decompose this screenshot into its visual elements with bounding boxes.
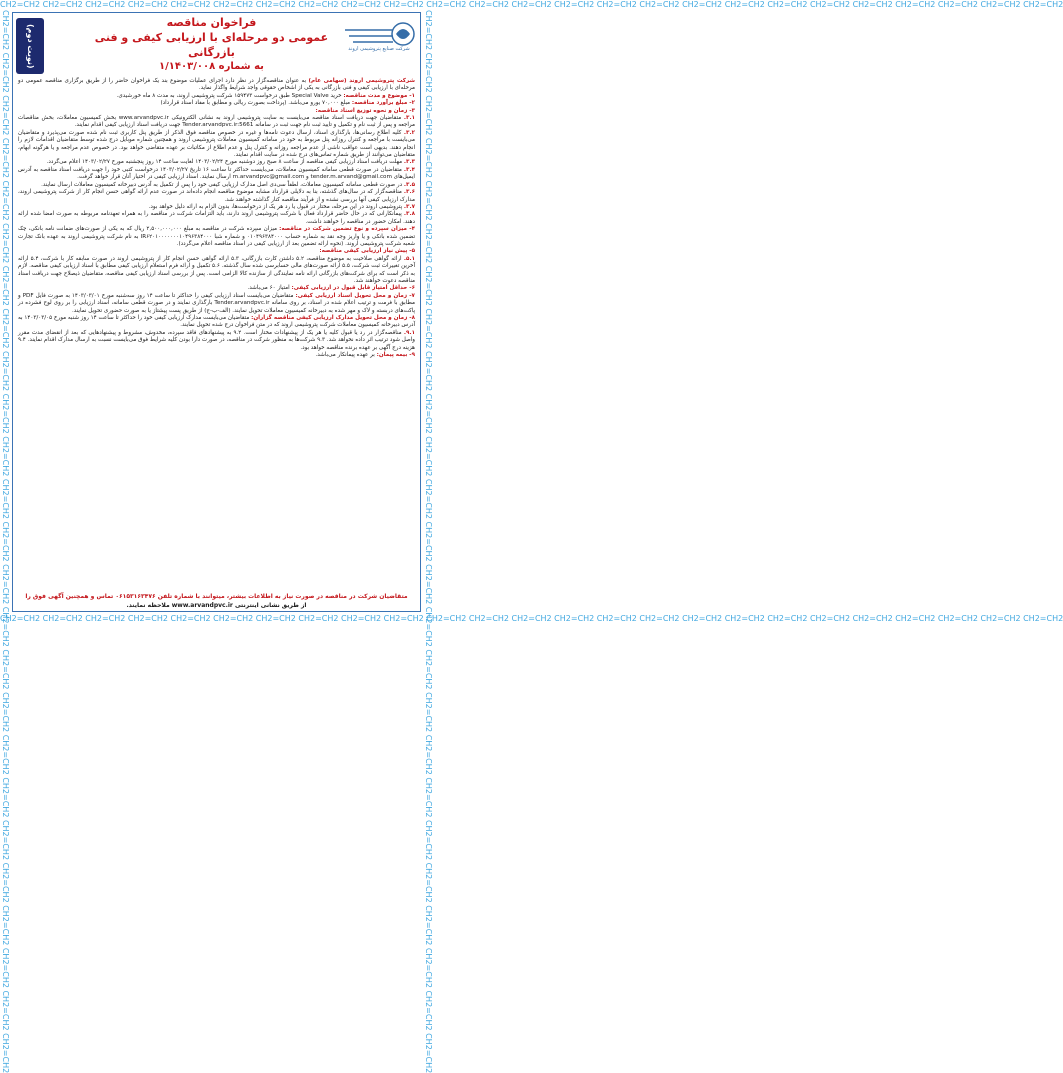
tender-paragraph	[18, 130, 415, 160]
paragraph-heading: ۲- مبلغ برآورد مناقصه:	[351, 100, 415, 107]
tender-paragraph	[18, 182, 415, 189]
paragraph-heading: ۶- حداقل امتیاز قابل قبول در ارزیابی کیفی:	[291, 285, 415, 292]
paragraph-heading: ۳.۲.	[403, 129, 415, 136]
paragraph-text: میزان سپرده شرکت در مناقصه به مبلغ ۲,۵۰۰,۰۰۰,۰۰۰ ریال که به یکی از صورت‌های ضمانت نامه بانکی، چک تضمین شده بانکی و یا واریز وجه نقد به شماره حساب ۰۱۰۴۹۶۳۸۴۰۰۰ و شماره شبا IR۶۲۰۱۰۰۰۰۰۰۰۱۰۴۹۶۳۸۴۰۰۰ به نام شرکت پتروشیمی اروند به عهده بانک تجارت شعبه شرکت پتروشیمی اروند. (نحوه ارائه تضمین بعد از ارزیابی کیفی در اسناد مناقصه اعلام می‌گردد).	[18, 226, 416, 247]
tender-paragraph	[18, 189, 415, 204]
tender-number: به شماره ۱/۱۴۰۳/۰۰۸	[159, 61, 264, 72]
footer-contact: متقاضیان شرکت در مناقصه در صورت نیاز به اطلاعات بیشتر، میتوانند با شماره تلفن ۰۶۱۵۳۱۶۳۴۷۶ تماس و همچنین آگهی فوق را	[25, 593, 408, 600]
paragraph-text: مهلت دریافت اسناد ارزیابی کیفی مناقصه از ساعت ۸ صبح روز دوشنبه مورخ ۱۴۰۳/۰۲/۲۴ لغایت ساعت ۱۴ روز پنجشنبه مورخ ۱۴۰۳/۰۲/۲۷ اعلام می‌گردد.	[46, 159, 404, 166]
footer	[18, 592, 415, 610]
border-pattern-top: CH2=CH2 CH2=CH2 CH2=CH2 CH2=CH2 CH2=CH2 CH2=CH2 CH2=CH2 CH2=CH2 CH2=CH2 CH2=CH2 CH2=CH2 CH2=CH2 CH2=CH2 CH2=CH2 CH2=CH2 CH2=CH2 CH2=CH2 CH2=CH2 CH2=CH2 CH2=CH2 CH2=CH2 CH2=CH2 CH2=CH2 CH2=CH2 CH2=CH2	[0, 0, 1063, 9]
tender-paragraph	[18, 115, 415, 130]
tender-paragraph	[18, 248, 415, 255]
paragraph-text: در صورت قطعی سامانه کمیسیون معاملات، لطفاً سی‌دی اصل مدارک ارزیابی کیفی خود را پس از تکمیل به آدرس دبیرخانه کمیسیون معاملات ارسال نمایند.	[41, 181, 404, 188]
paragraph-text: متقاضیان جهت دریافت اسناد مناقصه می‌بایست به سایت پتروشیمی اروند به نشانی الکترونیکی www.arvandpvc.ir بخش کمیسیون معاملات، بخش مناقصات مراجعه و پس از ثبت نام و تکمیل و تایید ثبت نام جهت ثبت در سامانه Tender.arvandpvc.ir:5661 جهت دریافت اسناد ارزیابی کیفی اقدام نمایند.	[18, 115, 415, 129]
page-title: فراخوان مناقصه	[166, 16, 257, 29]
footer-website: از طریق نشانی اینترنتی www.arvandpvc.ir ملاحظه نمایند.	[126, 602, 307, 609]
border-pattern-left: CH2=CH2 CH2=CH2 CH2=CH2 CH2=CH2 CH2=CH2 CH2=CH2 CH2=CH2 CH2=CH2 CH2=CH2 CH2=CH2 CH2=CH2 CH2=CH2 CH2=CH2 CH2=CH2 CH2=CH2 CH2=CH2 CH2=CH2 CH2=CH2 CH2=CH2 CH2=CH2 CH2=CH2 CH2=CH2 CH2=CH2 CH2=CH2 CH2=CH2	[1, 10, 10, 1073]
paragraph-heading: ۵- پیش نیاز ارزیابی کیفی مناقصه:	[319, 248, 415, 255]
paragraph-heading: ۷- زمان و محل تحویل اسناد ارزیابی کیفی:	[295, 292, 415, 299]
paragraph-heading: ۳.۴.	[403, 166, 415, 173]
company-logo-icon	[341, 20, 417, 64]
paragraph-text: به عنوان مناقصه‌گزار در نظر دارد اجرای عملیات موضوع بند یک فراخوان حاضر را از طریق برگزاری مناقصه عمومی دو مرحله‌ای با ارزیابی کیفی و فنی بازرگانی به یکی از اشخاص حقوقی واجد شرایط واگذار نماید.	[18, 78, 415, 92]
tender-paragraph	[18, 352, 415, 359]
paragraph-text: مناقصه‌گزار در رد یا قبول کلیه یا هر یک از پیشنهادات مختار است. ۹.۲ به پیشنهادهای فاقد سپرده، مخدوش، مشروط و پیشنهادهایی که بعد از انقضای مدت مقرر واصل شود ترتیب اثر داده نخواهد شد. ۹.۳ شرکت‌ها به منظور شرکت در مناقصه، در صورت دارا بودن کلیه شرایط فوق می‌بایست نسبت به ارسال مدارک اقدام نمایند. ۹.۴ هزینه درج آگهی بر عهده برنده مناقصه خواهد بود.	[18, 329, 415, 351]
paragraph-heading: ۹- بیمه پیمان:	[376, 352, 415, 359]
paragraph-heading: ۳.۵.	[403, 181, 415, 188]
paragraph-text: پیمانکارانی که در حال حاضر قرارداد فعال با شرکت پتروشیمی اروند دارند، باید التزامات شرکت در مناقصه را به همراه تعهدنامه مربوطه به صورت امضا شده ارائه دهند. امکان حضور در مناقصه را خواهند داشت.	[18, 211, 415, 225]
paragraph-heading: ۸- زمان و محل تحویل مدارک ارزیابی کیفی مناقصه گزاران:	[251, 315, 415, 321]
paragraph-text: خرید Special Valve طبق درخواست ۱۵۹۴۷۳ شرکت پتروشیمی اروند، به مدت ۸ ماه خورشیدی.	[116, 92, 344, 99]
paragraph-text: بر عهده پیمانکار می‌باشد.	[315, 352, 377, 359]
paragraph-heading: ۵.۱.	[403, 255, 415, 262]
title-block	[86, 16, 337, 74]
paragraph-text: مبلغ ۷۰,۰۰۰ یورو می‌باشد. (پرداخت بصورت ریالی و مطابق با مفاد اسناد قرارداد)	[160, 100, 352, 107]
tender-body	[18, 78, 415, 586]
paragraph-text: متقاضیان می‌بایست مدارک ارزیابی کیفی خود را حداکثر تا ساعت ۱۴ روز شنبه مورخ ۱۴۰۳/۰۳/۰۵ به آدرس دبیرخانه کمیسیون معاملات شرکت پتروشیمی اروند که در متن فراخوان درج شده تحویل نمایند.	[18, 315, 415, 329]
paragraph-heading: ۳.۶.	[403, 189, 415, 196]
tender-paragraph	[18, 159, 415, 166]
tender-paragraph	[18, 330, 415, 352]
paragraph-heading: ۳.۷.	[403, 203, 415, 210]
paragraph-text: پتروشیمی اروند در این مرحله، مختار در قبول یا رد هر یک از درخواست‌ها، بدون الزام به ارائه دلیل خواهد بود.	[148, 203, 404, 210]
paragraph-heading: ۴- میزان سپرده و نوع تضمین شرکت در مناقصه:	[279, 226, 415, 233]
paragraph-heading: ۳.۳.	[403, 159, 415, 166]
tender-paragraph	[18, 167, 415, 182]
paragraph-text: متقاضیان در صورت قطعی سامانه کمیسیون معاملات، می‌بایست حداکثر تا ساعت ۱۶ تاریخ ۱۴۰۳/۰۲/۲۷ درخواست کتبی خود را جهت دریافت اسناد مناقصه به آدرس ایمیل‌های tender.m.arvand@gmail.com و m.arvandpvc@gmail.com ارسال نمایند. اسناد ارزیابی کیفی در اختیار آنان قرار خواهد گرفت.	[18, 166, 415, 181]
tender-paragraph	[18, 293, 415, 315]
border-pattern-bottom: CH2=CH2 CH2=CH2 CH2=CH2 CH2=CH2 CH2=CH2 CH2=CH2 CH2=CH2 CH2=CH2 CH2=CH2 CH2=CH2 CH2=CH2 CH2=CH2 CH2=CH2 CH2=CH2 CH2=CH2 CH2=CH2 CH2=CH2 CH2=CH2 CH2=CH2 CH2=CH2 CH2=CH2 CH2=CH2 CH2=CH2 CH2=CH2 CH2=CH2	[0, 614, 1063, 623]
tender-paragraph	[18, 100, 415, 107]
tender-paragraph	[18, 285, 415, 292]
paragraph-text: مناقصه‌گزار که در سال‌های گذشته، بنا به دلایلی قرارداد مشابه موضوع مناقصه انجام داده‌اند در صورت عدم ارائه گواهی حسن انجام کار از شرکت پتروشیمی اروند، مدارک ارزیابی کیفی آنها بررسی نشده و از فرآیند مناقصه کنار گذاشته خواهند شد.	[18, 189, 415, 203]
tender-paragraph	[18, 256, 415, 286]
tender-paragraph	[18, 78, 415, 93]
round-badge: (نوبت دوم)	[16, 18, 44, 74]
company-logo-text: شرکت صنایع پتروشیمی اروند	[348, 46, 410, 52]
paragraph-heading: شرکت پتروشیمی اروند (سهامی عام)	[308, 78, 415, 84]
page-subtitle: عمومی دو مرحله‌ای با ارزیابی کیفی و فنی بازرگانی	[94, 31, 329, 59]
paragraph-heading: ۹.۱.	[403, 329, 415, 336]
tender-paragraph	[18, 211, 415, 226]
paragraph-text: امتیاز ۶۰ می‌باشد.	[247, 285, 292, 292]
header	[16, 16, 417, 76]
paragraph-heading: ۳.۱.	[403, 115, 415, 122]
tender-paragraph	[18, 226, 415, 248]
paragraph-text: کلیه اطلاع رسانی‌ها، بارگذاری اسناد، ارسال دعوت نامه‌ها و غیره در خصوص مناقصه فوق الذکر از طریق پنل کاربری ثبت نام شده صورت می‌پذیرد و متقاضیان می‌بایست با مراجعه و کنترل روزانه پنل مربوط به خود در سامانه کمیسیون معاملات پتروشیمی اروند و همچنین شماره موبایل درج شده توسط متقاضیان اقدامات لازم را انجام دهند. بدیهی است عواقب ناشی از عدم مراجعه روزانه و کنترل پنل و عدم اطلاع از مکاتبات بر عهده متقاضی خواهد بود. در خصوص عدم مراجعه و یا هرگونه ابهام، متقاضیان می‌توانند از طریق شماره تماس‌های درج شده در سایت اقدام نمایند.	[18, 129, 415, 159]
border-pattern-right: CH2=CH2 CH2=CH2 CH2=CH2 CH2=CH2 CH2=CH2 CH2=CH2 CH2=CH2 CH2=CH2 CH2=CH2 CH2=CH2 CH2=CH2 CH2=CH2 CH2=CH2 CH2=CH2 CH2=CH2 CH2=CH2 CH2=CH2 CH2=CH2 CH2=CH2 CH2=CH2 CH2=CH2 CH2=CH2 CH2=CH2 CH2=CH2 CH2=CH2	[424, 10, 433, 1073]
tender-paragraph	[18, 108, 415, 115]
tender-paragraph	[18, 315, 415, 330]
paragraph-heading: ۳.۸.	[403, 211, 415, 218]
paragraph-text: متقاضیان می‌بایست اسناد ارزیابی کیفی را حداکثر تا ساعت ۱۴ روز سه‌شنبه مورخ ۱۴۰۳/۰۳/۰۱ به صورت فایل PDF و مطابق با فرمت و ترتیب اعلام شده در اسناد، بر روی سامانه Tender.arvandpvc.ir بارگذاری نمایند و در صورت قطعی سامانه، اسناد ارزیابی را بر روی لوح فشرده در پاکت‌های دربسته و لاک و مهر شده به دبیرخانه کمیسیون معاملات تحویل نمایند. (الف-ب-ج) از طریق پست پیشتاز یا به صورت حضوری تحویل نمایند.	[18, 292, 415, 314]
paragraph-text: ارائه گواهی صلاحیت به موضوع مناقصه، ۵.۲ داشتن کارت بازرگانی، ۵.۳ ارائه گواهی حسن انجام کار از پتروشیمی اروند در صورت سابقه کار با شرکت، ۵.۴ ارائه آخرین تغییرات ثبت شرکت، ۵.۵ ارائه صورت‌های مالی حسابرسی شده سال گذشته. ۵.۶ تکمیل و ارائه فرم استعلام ارزیابی کیفی مطابق با اسناد ارزیابی کیفی مناقصه. لازم به ذکر است که برای شرکت‌های بازرگانی ارائه نامه نمایندگی از سازنده کالا الزامی است. پس از بررسی اسناد ارزیابی کیفی مناقصه، متقاضیان ذیصلاح جهت دریافت اسناد مناقصه دعوت خواهند شد.	[18, 255, 415, 284]
paragraph-heading: ۱- موضوع و مدت مناقصه:	[343, 92, 415, 99]
paragraph-heading: ۳- زمان و نحوه توزیع اسناد مناقصه:	[315, 107, 415, 114]
